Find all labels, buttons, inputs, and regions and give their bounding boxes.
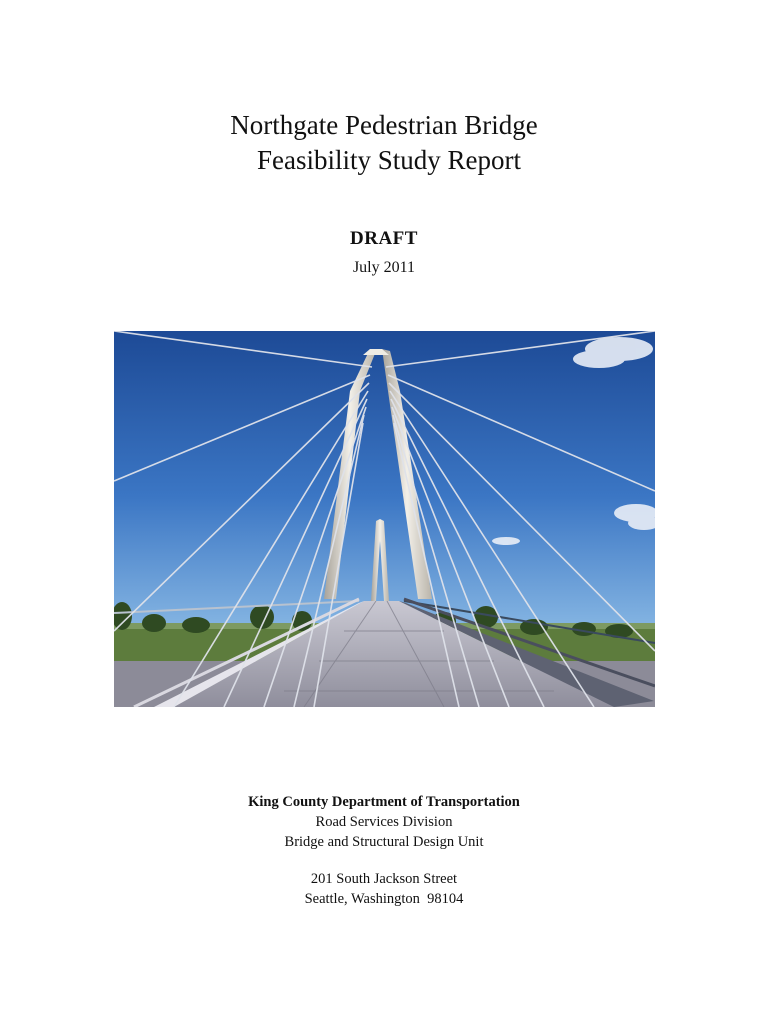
street-address: 201 South Jackson Street	[310, 871, 458, 887]
title-block	[0, 108, 768, 178]
document-title-line-1: Northgate Pedestrian Bridge	[230, 110, 538, 140]
unit-name: Bridge and Structural Design Unit	[284, 834, 484, 850]
spacer	[0, 852, 768, 869]
organization-block	[0, 792, 768, 909]
division-name: Road Services Division	[315, 814, 453, 830]
department-name: King County Department of Transportation	[248, 794, 520, 810]
draft-label: DRAFT	[350, 228, 418, 249]
city-state-zip: Seattle, Washington 98104	[304, 891, 464, 907]
bridge-photo	[114, 331, 655, 707]
report-date: July 2011	[352, 259, 416, 276]
document-title-line-2: Feasibility Study Report	[256, 145, 521, 175]
